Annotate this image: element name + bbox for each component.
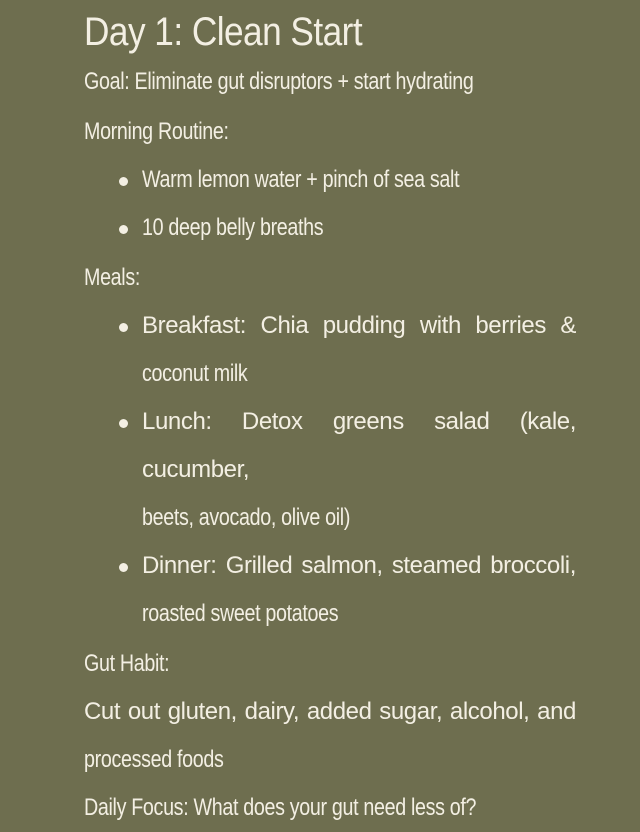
page-title: Day 1: Clean Start [84,10,363,54]
bullet-icon [119,563,128,572]
daily-focus-text: Daily Focus: What does your gut need less of? [84,794,477,821]
list-item [84,204,576,252]
list-item [84,542,576,638]
meal-item-body [142,302,576,398]
list-item [84,156,576,204]
morning-item-text: 10 deep belly breaths [142,214,324,241]
list-item [84,302,576,398]
meal-item-line: coconut milk [142,360,248,387]
content [84,58,576,832]
morning-routine-label: Morning Routine: [84,118,229,145]
meal-item-line: Dinner: Grilled salmon, steamed broccoli, [142,552,576,579]
gut-habit-line: processed foods [84,746,224,773]
meals-list [84,302,576,638]
meal-item-line: roasted sweet potatoes [142,600,339,627]
gut-habit-text [84,688,576,784]
bullet-icon [119,323,128,332]
bullet-icon [119,225,128,234]
meal-item-line: beets, avocado, olive oil) [142,504,351,531]
bullet-icon [119,177,128,186]
meal-item-body [142,398,576,542]
meals-label: Meals: [84,264,141,291]
gut-habit-line: Cut out gluten, dairy, added sugar, alcohol, and [84,698,576,725]
meal-item-line: Lunch: Detox greens salad (kale, cucumber, [142,408,576,483]
meal-item-line: Breakfast: Chia pudding with berries & [142,312,576,339]
morning-item-text: Warm lemon water + pinch of sea salt [142,166,460,193]
list-item [84,398,576,542]
meal-item-body [142,542,576,638]
gut-habit-label: Gut Habit: [84,650,170,677]
goal-text: Goal: Eliminate gut disruptors + start hydrating [84,68,474,95]
bullet-icon [119,419,128,428]
morning-routine-list [84,156,576,252]
